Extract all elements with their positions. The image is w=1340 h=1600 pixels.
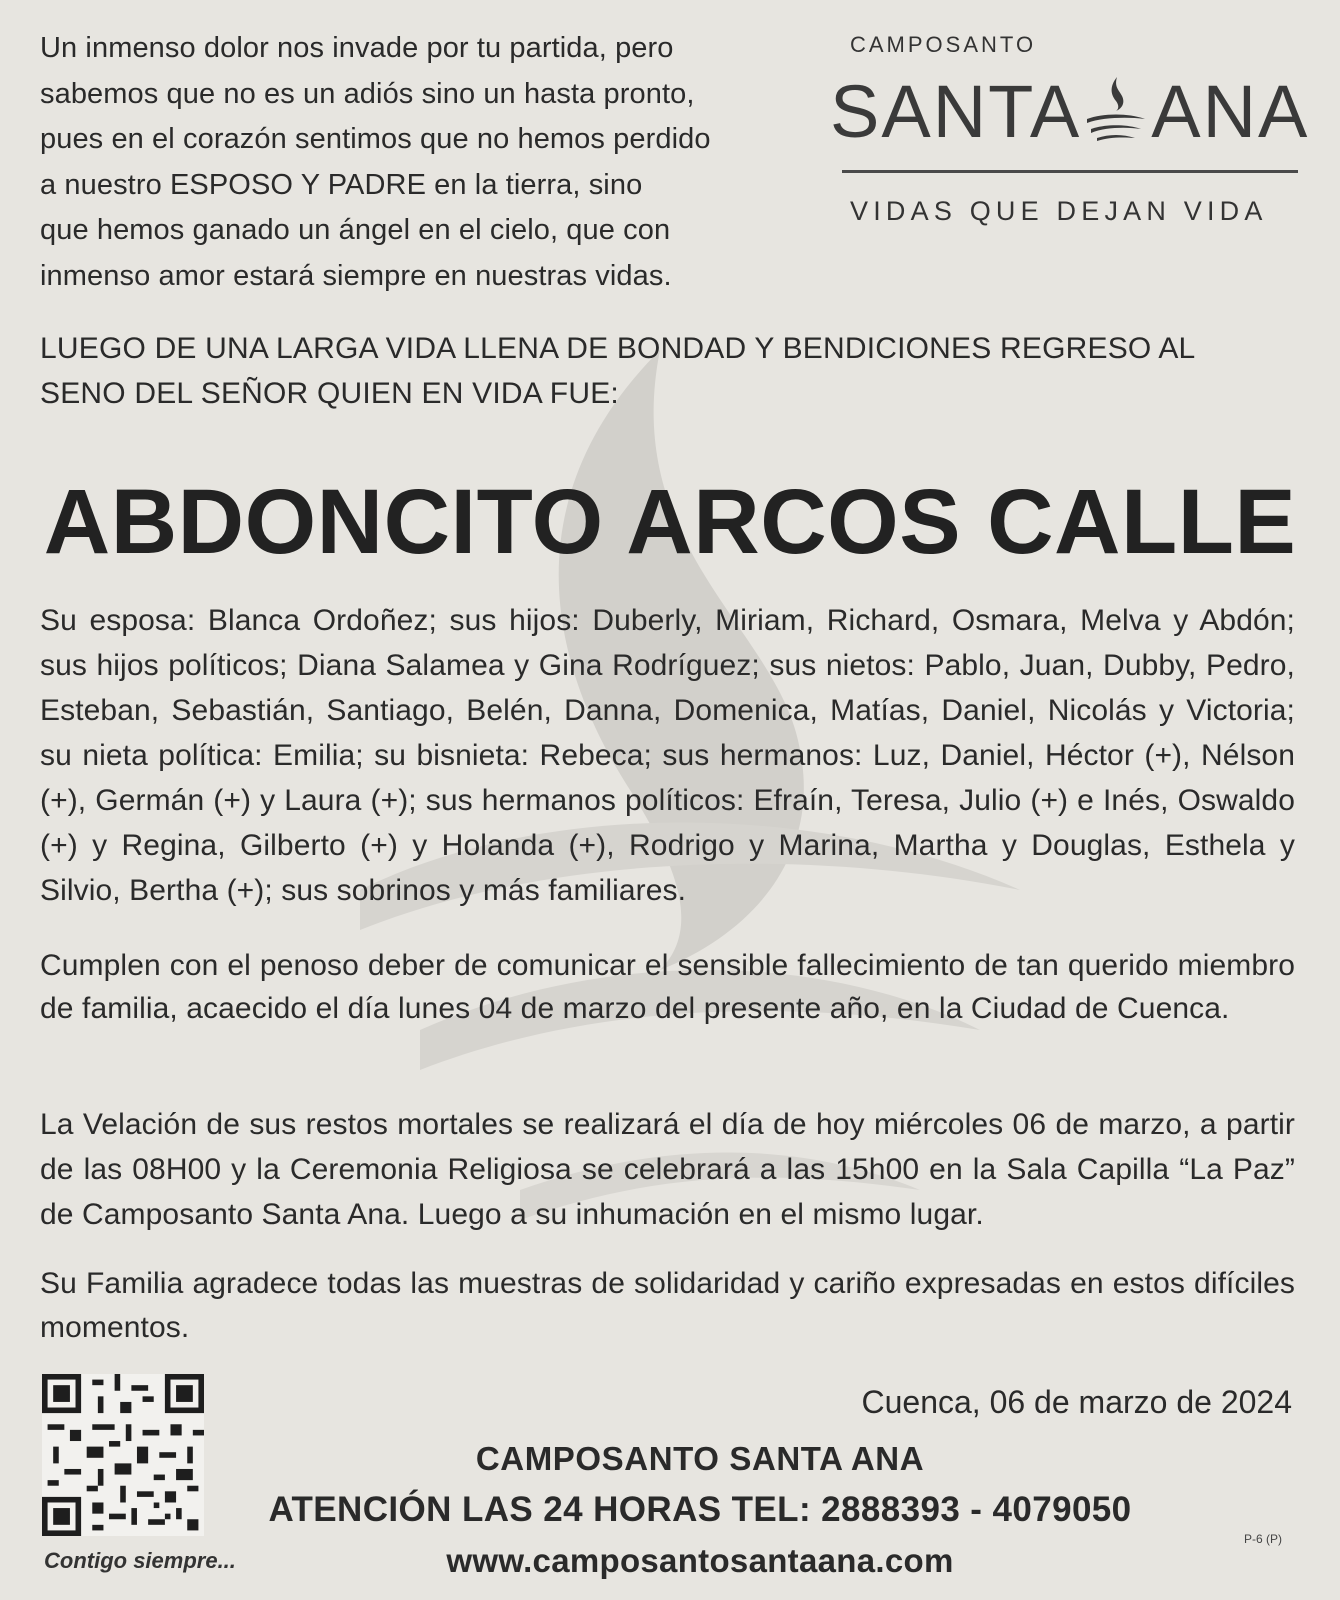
logo-tagline: VIDAS QUE DEJAN VIDA [850, 196, 1268, 226]
deceased-name: ABDONCITO ARCOS CALLE [43, 471, 1297, 573]
logo-main-text [830, 70, 1310, 153]
intro-text [40, 26, 820, 299]
footer-company-name: CAMPOSANTO SANTA ANA [475, 1440, 925, 1477]
intro-line: que hemos ganado un ángel en el cielo, que con [40, 214, 671, 246]
footer-website-link[interactable]: www.camposantosantaana.com [446, 1542, 954, 1579]
wake-notice-paragraph: La Velación de sus restos mortales se realizará el día de hoy miércoles 06 de marzo, a partir de las 08H00 y la Ceremonia Religiosa se celebrará a las 15h00 en la Sala Capilla “La Paz” de Camposanto Santa Ana. Luego a su inhumación en el mismo lugar. [40, 1108, 1295, 1231]
page-code: P-6 (P) [1243, 1532, 1282, 1546]
qr-caption: Contigo siempre... [44, 1548, 236, 1573]
flame-wave-icon [1081, 75, 1151, 145]
footer-phone: ATENCIÓN LAS 24 HORAS TEL: 2888393 - 4079050 [268, 1490, 1132, 1529]
notice-date: Cuenca, 06 de marzo de 2024 [861, 1384, 1292, 1420]
camposanto-logo [830, 28, 1310, 238]
announcement-line: SENO DEL SEÑOR QUIEN EN VIDA FUE: [40, 377, 619, 410]
announcement-text [40, 326, 1310, 416]
logo-divider [842, 170, 1298, 173]
qr-code-icon[interactable] [42, 1374, 204, 1536]
logo-main-left: SANTA [830, 70, 1082, 153]
intro-line: a nuestro ESPOSO Y PADRE en la tierra, sino [40, 168, 643, 201]
death-notice-paragraph: Cumplen con el penoso deber de comunicar el sensible fallecimiento de tan querido miembro de familia, acaecido el día lunes 04 de marzo del presente año, en la Ciudad de Cuenca. [40, 949, 1295, 1025]
logo-main-right: ANA [1151, 70, 1310, 153]
intro-line: pues en el corazón sentimos que no hemos perdido [40, 123, 711, 155]
thanks-paragraph: Su Familia agradece todas las muestras de solidaridad y cariño expresadas en estos difíciles momentos. [40, 1267, 1295, 1344]
family-paragraph: Su esposa: Blanca Ordoñez; sus hijos: Duberly, Miriam, Richard, Osmara, Melva y Abdón; sus hijos políticos; Diana Salamea y Gina Rodríguez; sus nietos: Pablo, Juan, Dubby, Pedro, Esteban, Sebastián, Santiago, Belén, Danna, Domenica, Matías, Daniel, Nicolás y Victoria; su nieta política: Emilia; su bisnieta: Rebeca; sus hermanos: Luz, Daniel, Héctor (+), Nélson (+), Germán (+) y Laura (+); sus hermanos políticos: Efraín, Teresa, Julio (+) e Inés, Oswaldo (+) y Regina, Gilberto (+) y Holanda (+), Rodrigo y Marina, Martha y Douglas, Esthela y Silvio, Bertha (+); sus sobrinos y más familiares. [40, 604, 1295, 907]
intro-line: sabemos que no es un adiós sino un hasta pronto, [40, 77, 695, 110]
intro-line: inmenso amor estará siempre en nuestras vidas. [40, 259, 672, 292]
announcement-line: LUEGO DE UNA LARGA VIDA LLENA DE BONDAD Y BENDICIONES REGRESO AL [40, 332, 1196, 365]
intro-line: Un inmenso dolor nos invade por tu partida, pero [40, 32, 674, 64]
logo-top-text: CAMPOSANTO [850, 32, 1037, 57]
